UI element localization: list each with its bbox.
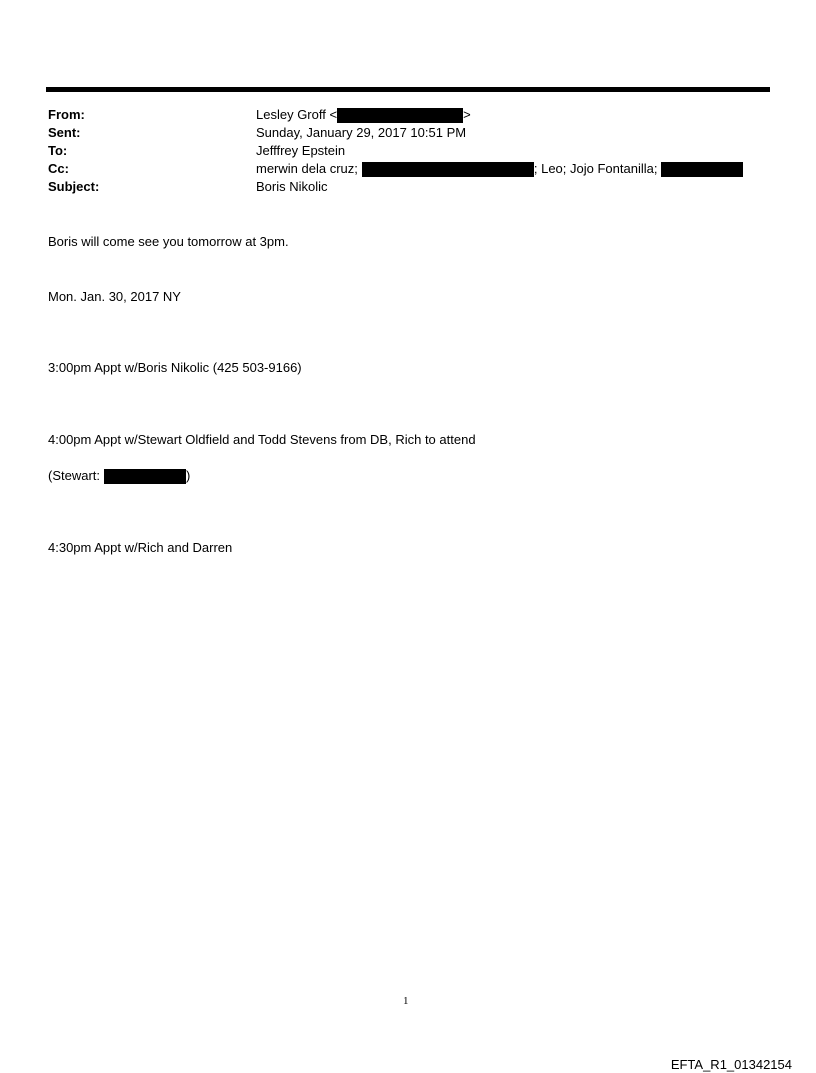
cc-row xyxy=(48,160,743,178)
cc-value xyxy=(256,160,743,178)
cc-label: Cc: xyxy=(48,161,69,176)
sent-label: Sent: xyxy=(48,125,81,140)
header-rule xyxy=(46,87,770,92)
from-close-bracket: > xyxy=(463,107,471,122)
body-line-4: 4:00pm Appt w/Stewart Oldfield and Todd Stevens from DB, Rich to attend xyxy=(48,432,476,447)
stewart-open: (Stewart: xyxy=(48,468,101,483)
redaction-box xyxy=(362,162,534,177)
from-label: From: xyxy=(48,107,85,122)
body-line-1: Boris will come see you tomorrow at 3pm. xyxy=(48,234,289,249)
body-line-6: 4:30pm Appt w/Rich and Darren xyxy=(48,540,233,555)
from-row xyxy=(48,106,743,124)
email-header xyxy=(48,106,743,196)
sent-value: Sunday, January 29, 2017 10:51 PM xyxy=(256,125,467,140)
document-id: EFTA_R1_01342154 xyxy=(670,1057,792,1072)
cc-recipient-rest: ; Leo; Jojo Fontanilla; xyxy=(533,161,658,176)
redaction-box xyxy=(104,469,186,484)
cc-recipient-1: merwin dela cruz; xyxy=(256,161,358,176)
redaction-box xyxy=(661,162,743,177)
page-number: 1 xyxy=(403,995,409,1007)
body-line-5 xyxy=(48,467,190,485)
to-label: To: xyxy=(48,143,68,158)
body-line-3: 3:00pm Appt w/Boris Nikolic (425 503-9166) xyxy=(48,360,302,375)
stewart-close: ) xyxy=(186,468,191,483)
subject-value: Boris Nikolic xyxy=(256,179,328,194)
to-value: Jefffrey Epstein xyxy=(256,143,346,158)
from-value xyxy=(256,106,471,124)
subject-row xyxy=(48,178,743,196)
from-name: Lesley Groff < xyxy=(256,107,338,122)
subject-label: Subject: xyxy=(48,179,100,194)
body-line-2: Mon. Jan. 30, 2017 NY xyxy=(48,289,181,304)
to-row xyxy=(48,142,743,160)
sent-row xyxy=(48,124,743,142)
redaction-box xyxy=(337,108,463,123)
